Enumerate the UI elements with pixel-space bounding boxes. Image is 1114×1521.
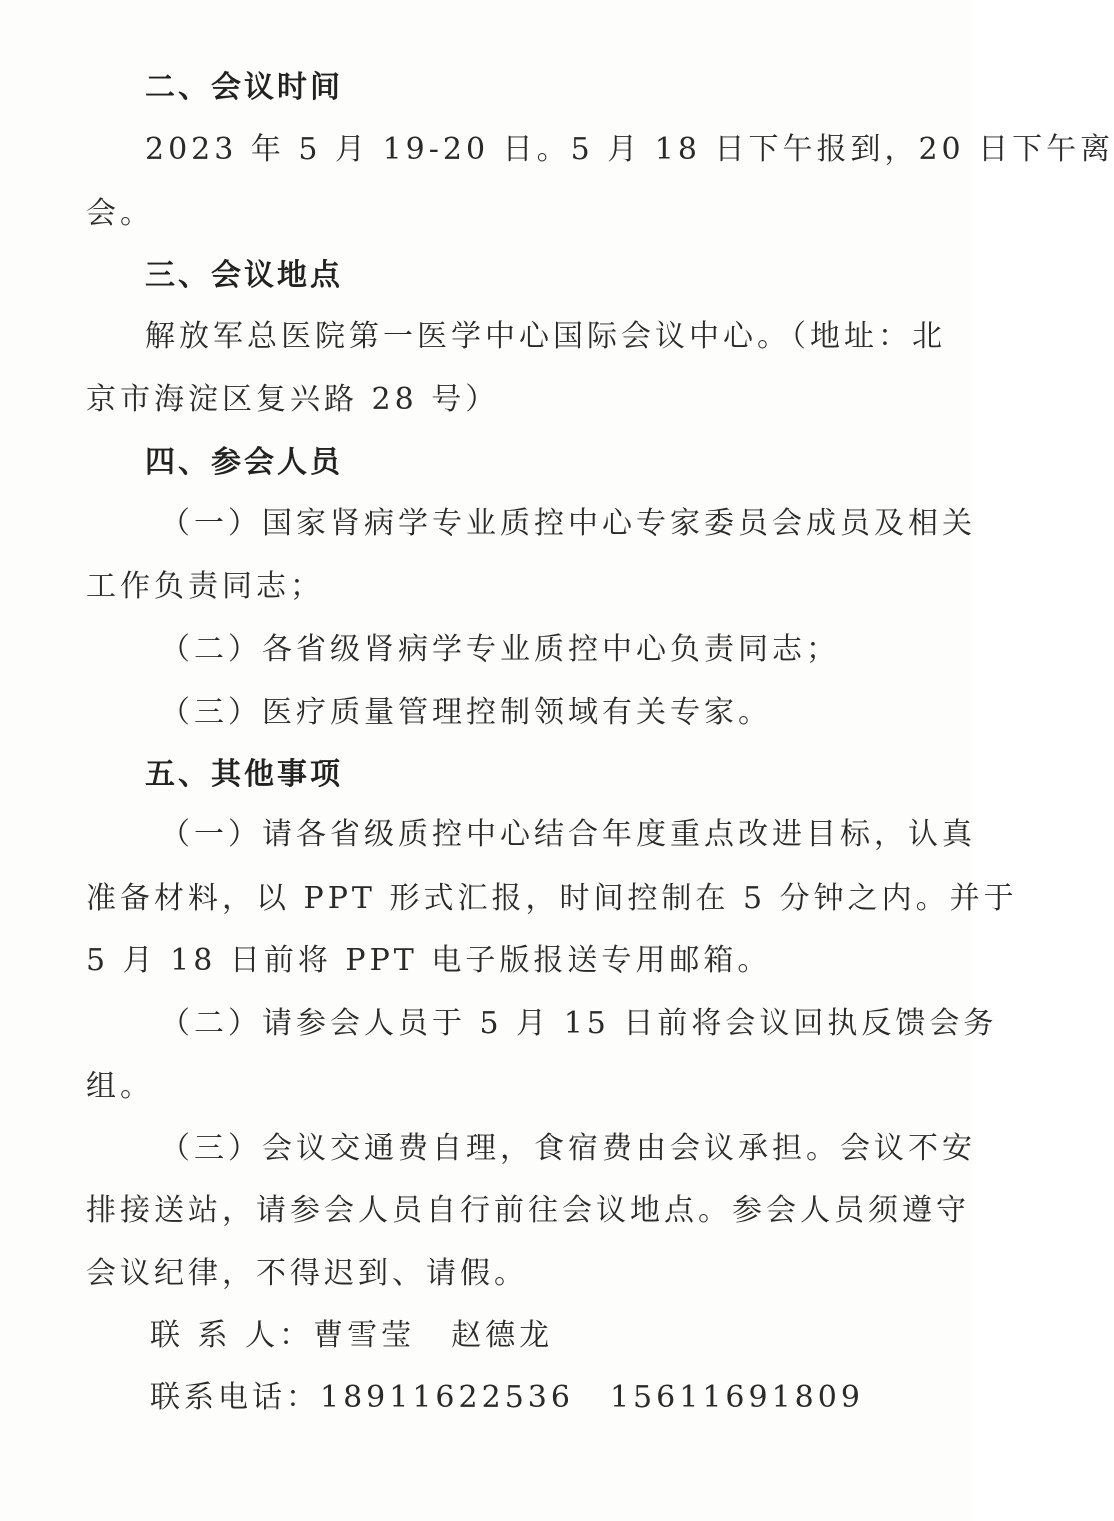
contact-person-row bbox=[150, 1316, 850, 1356]
contact-person-name: 曹雪莹 bbox=[313, 1318, 416, 1353]
contact-phone-label: 联系电话： bbox=[150, 1380, 320, 1415]
paragraph-line: 排接送站，请参会人员自行前往会议地点。参会人员须遵守 bbox=[86, 1193, 970, 1228]
section-heading-time: 二、会议时间 bbox=[145, 70, 343, 105]
contact-person-name: 赵德龙 bbox=[451, 1318, 554, 1353]
contact-phone-number: 18911622536 bbox=[320, 1380, 574, 1415]
contact-phone-row bbox=[150, 1378, 864, 1418]
section-heading-other: 五、其他事项 bbox=[145, 757, 343, 792]
contact-person-label: 联 系 人： bbox=[150, 1318, 314, 1353]
list-item: （二）各省级肾病学专业质控中心负责同志； bbox=[160, 632, 840, 667]
list-item: （三）医疗质量管理控制领域有关专家。 bbox=[160, 695, 772, 730]
paragraph-line: 解放军总医院第一医学中心国际会议中心。（地址：北 bbox=[145, 319, 946, 354]
paragraph-line: 组。 bbox=[86, 1069, 154, 1104]
paragraph-line: 工作负责同志； bbox=[86, 569, 324, 604]
section-heading-attendees: 四、参会人员 bbox=[145, 445, 343, 480]
paragraph-line: 5 月 18 日前将 PPT 电子版报送专用邮箱。 bbox=[86, 943, 772, 978]
list-item: （一）请各省级质控中心结合年度重点改进目标，认真 bbox=[160, 817, 976, 852]
paragraph-line: 京市海淀区复兴路 28 号） bbox=[86, 382, 500, 417]
list-item: （三）会议交通费自理，食宿费由会议承担。会议不安 bbox=[160, 1131, 976, 1166]
contact-phone-number: 15611691809 bbox=[609, 1380, 864, 1415]
section-heading-venue: 三、会议地点 bbox=[145, 258, 343, 293]
paragraph-line: 会。 bbox=[86, 196, 154, 231]
paragraph-line: 准备材料，以 PPT 形式汇报，时间控制在 5 分钟之内。并于 bbox=[86, 881, 1018, 916]
list-item: （一）国家肾病学专业质控中心专家委员会成员及相关 bbox=[160, 506, 976, 541]
paragraph-line: 会议纪律，不得迟到、请假。 bbox=[86, 1256, 528, 1291]
list-item: （二）请参会人员于 5 月 15 日前将会议回执反馈会务 bbox=[160, 1006, 998, 1041]
paragraph-line: 2023 年 5 月 19-20 日。5 月 18 日下午报到，20 日下午离 bbox=[145, 132, 1114, 167]
